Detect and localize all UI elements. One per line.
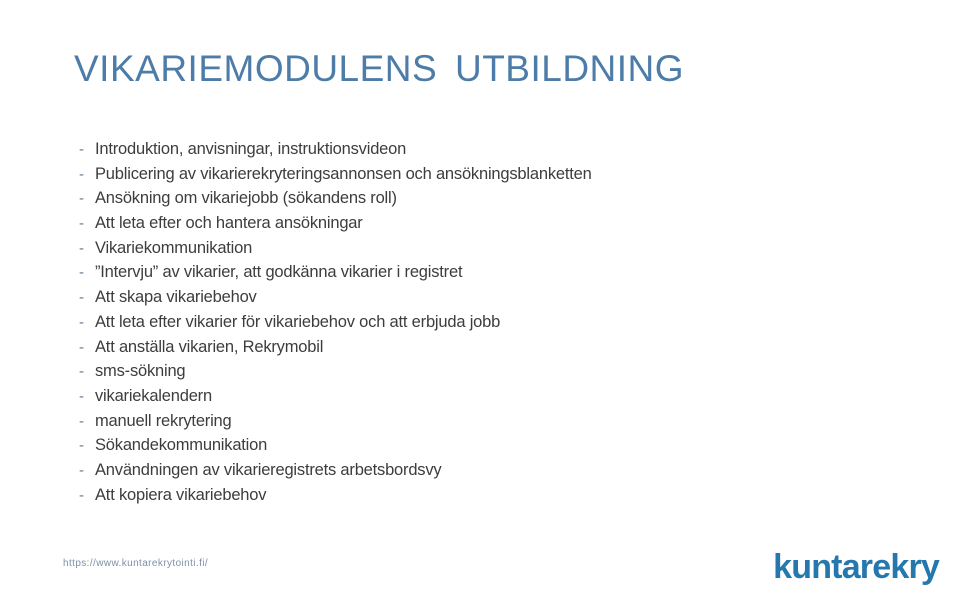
list-item-text: Publicering av vikarierekryteringsannonsen och ansökningsblanketten xyxy=(95,164,592,183)
list-item xyxy=(79,285,592,310)
list-item-text: Vikariekommunikation xyxy=(95,238,253,257)
list-item xyxy=(79,409,592,434)
dash-bullet: - xyxy=(79,461,84,479)
list-item-text: manuell rekrytering xyxy=(95,411,232,430)
list-item-text: Introduktion, anvisningar, instruktionsvideon xyxy=(95,140,407,158)
dash-bullet: - xyxy=(79,141,84,158)
list-item-text: sms-sökning xyxy=(95,362,186,381)
list-item-text: Att skapa vikariebehov xyxy=(95,288,257,307)
list-item xyxy=(79,260,592,285)
list-item-text: Att anställa vikarien, Rekrymobil xyxy=(95,337,324,356)
footer-url-link[interactable]: https://www.kuntarekrytointi.fi/ xyxy=(63,558,209,569)
list-item-text: vikariekalendern xyxy=(95,386,212,405)
list-item-text: Sökandekommunikation xyxy=(95,436,268,455)
list-item xyxy=(79,433,592,458)
list-item xyxy=(79,310,592,335)
list-item xyxy=(79,211,592,236)
list-item xyxy=(79,483,592,508)
list-item xyxy=(79,236,592,261)
list-item xyxy=(79,458,592,483)
slide-title: VIKARIEMODULENS UTBILDNING xyxy=(74,48,685,89)
dash-bullet: - xyxy=(79,239,84,257)
list-item xyxy=(79,162,592,187)
dash-bullet: - xyxy=(79,264,84,282)
list-item-text: Att leta efter och hantera ansökningar xyxy=(95,214,363,233)
list-item xyxy=(79,335,592,360)
dash-bullet: - xyxy=(79,338,84,356)
list-item xyxy=(79,186,592,211)
dash-bullet: - xyxy=(79,437,84,455)
dash-bullet: - xyxy=(79,412,84,430)
list-item-text: Att leta efter vikarier för vikariebehov och att erbjuda jobb xyxy=(95,312,501,331)
dash-bullet: - xyxy=(79,190,84,208)
dash-bullet: - xyxy=(79,289,84,307)
dash-bullet: - xyxy=(79,387,84,405)
list-item xyxy=(79,359,592,384)
list-item xyxy=(79,384,592,409)
bullet-list xyxy=(79,137,592,507)
list-item-text: ”Intervju” av vikarier, att godkänna vikarier i registret xyxy=(95,263,463,282)
kuntarekry-logo: kuntarekry xyxy=(773,548,939,586)
list-item xyxy=(79,137,592,162)
dash-bullet: - xyxy=(79,165,84,183)
list-item-text: Ansökning om vikariejobb (sökandens roll) xyxy=(95,189,397,208)
list-item-text: Att kopiera vikariebehov xyxy=(95,485,267,504)
dash-bullet: - xyxy=(79,215,84,233)
dash-bullet: - xyxy=(79,313,84,331)
list-item-text: Användningen av vikarieregistrets arbetsbordsvy xyxy=(95,460,442,479)
dash-bullet: - xyxy=(79,363,84,381)
dash-bullet: - xyxy=(79,486,84,504)
